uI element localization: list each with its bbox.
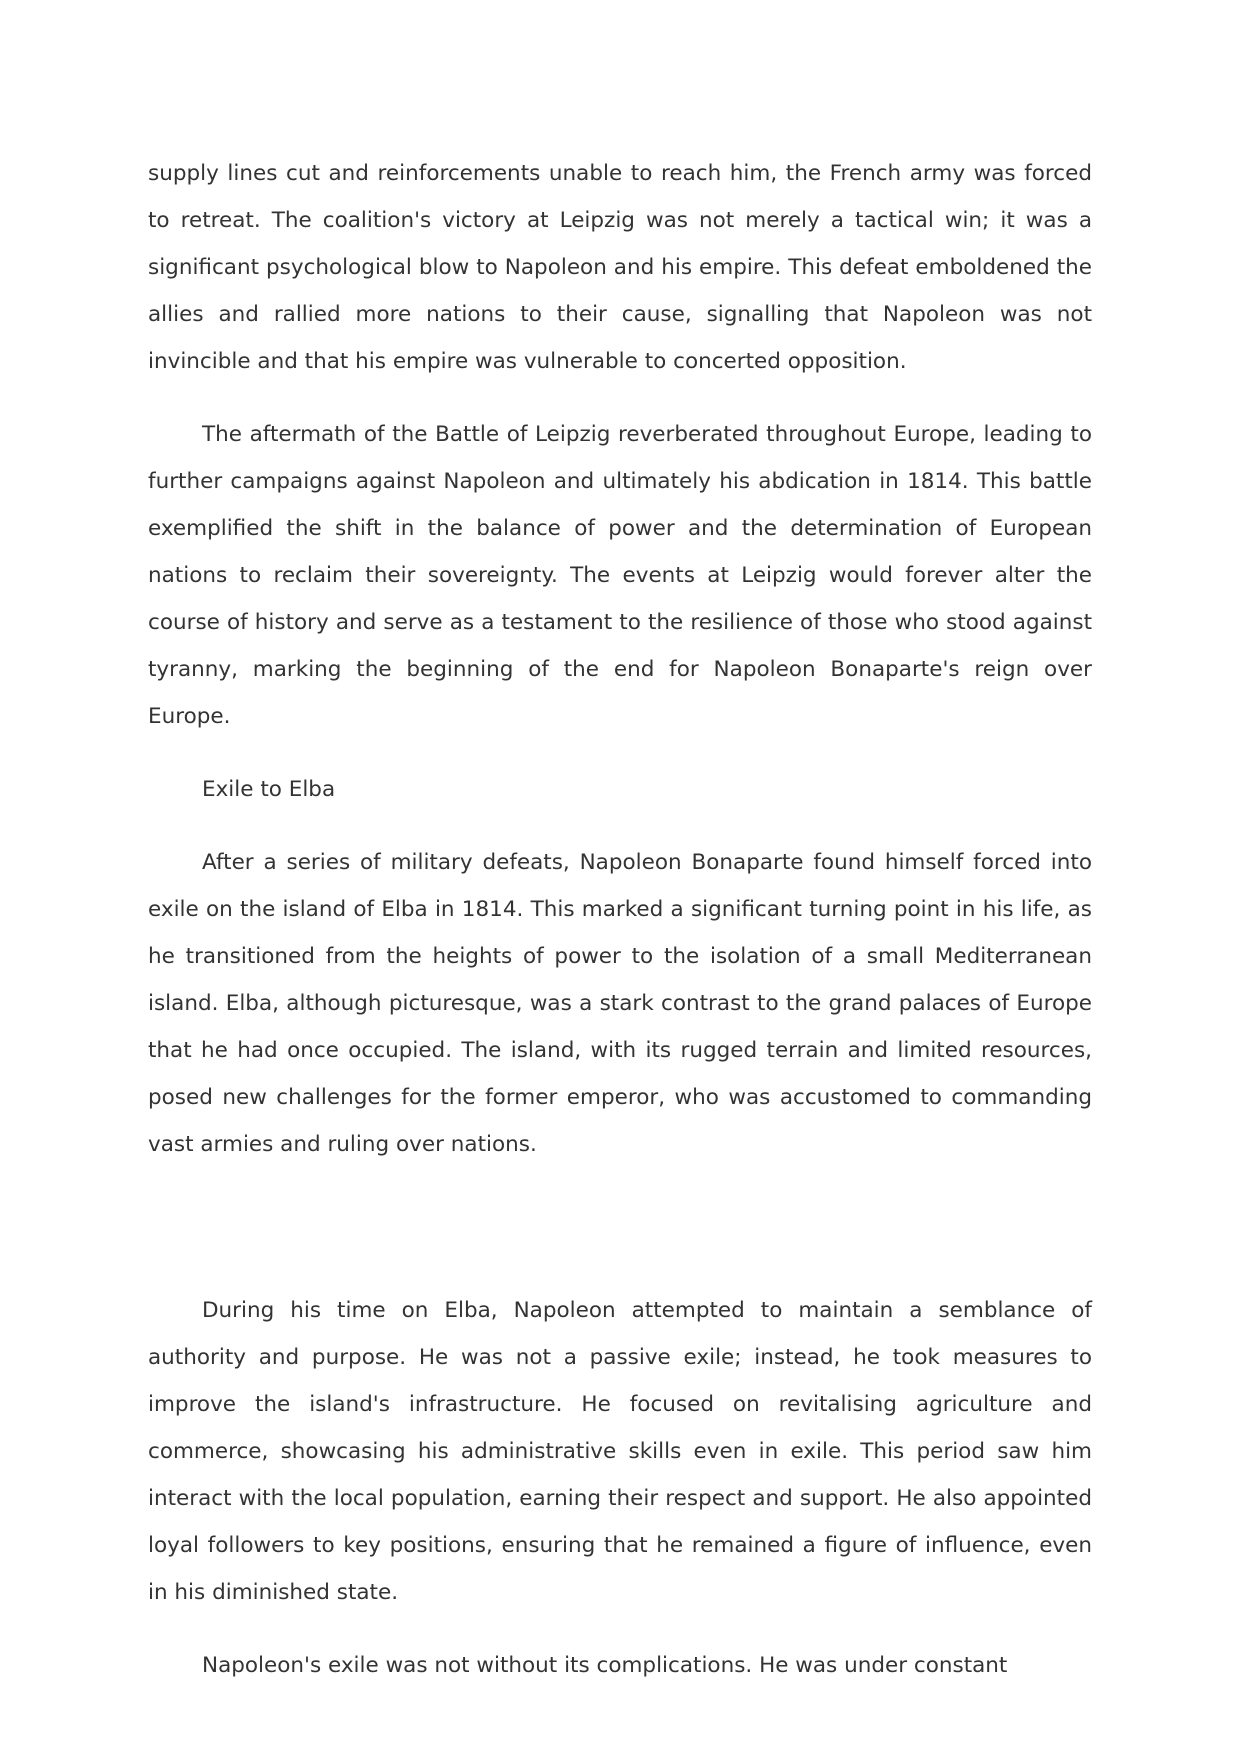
paragraph-exile-intro: After a series of military defeats, Napoleon Bonaparte found himself forced into exile on the island of Elba in 1814. This marked a significant turning point in his life, as he transitioned from the heights of power to the isolation of a small Mediterranean island. Elba, although picturesque, was a stark contrast to the grand palaces of Europe that he had once occupied. The island, with its rugged terrain and limited resources, posed new challenges for the former emperor, who was accustomed to commanding vast armies and ruling over nations.: [148, 850, 1092, 1157]
document-body: [148, 150, 1092, 1715]
paragraph-time-on-elba: During his time on Elba, Napoleon attempted to maintain a semblance of authority and purpose. He was not a passive exile; instead, he took measures to improve the island's infrastructure. He focused on revitalising agriculture and commerce, showcasing his administrative skills even in exile. This period saw him interact with the local population, earning their respect and support. He also appointed loyal followers to key positions, ensuring that he remained a figure of influence, even in his diminished state.: [148, 1298, 1092, 1605]
section-heading-exile-to-elba: Exile to Elba: [202, 777, 336, 802]
paragraph-exile-complications: Napoleon's exile was not without its complications. He was under constant: [202, 1653, 1008, 1678]
paragraph-leipzig-retreat: supply lines cut and reinforcements unable to reach him, the French army was forced to retreat. The coalition's victory at Leipzig was not merely a tactical win; it was a significant psychological blow to Napoleon and his empire. This defeat emboldened the allies and rallied more nations to their cause, signalling that Napoleon was not invincible and that his empire was vulnerable to concerted opposition.: [148, 161, 1092, 374]
page-gap: [148, 1194, 1092, 1287]
paragraph-leipzig-aftermath: The aftermath of the Battle of Leipzig reverberated throughout Europe, leading to further campaigns against Napoleon and ultimately his abdication in 1814. This battle exemplified the shift in the balance of power and the determination of European nations to reclaim their sovereignty. The events at Leipzig would forever alter the course of history and serve as a testament to the resilience of those who stood against tyranny, marking the beginning of the end for Napoleon Bonaparte's reign over Europe.: [148, 422, 1092, 729]
